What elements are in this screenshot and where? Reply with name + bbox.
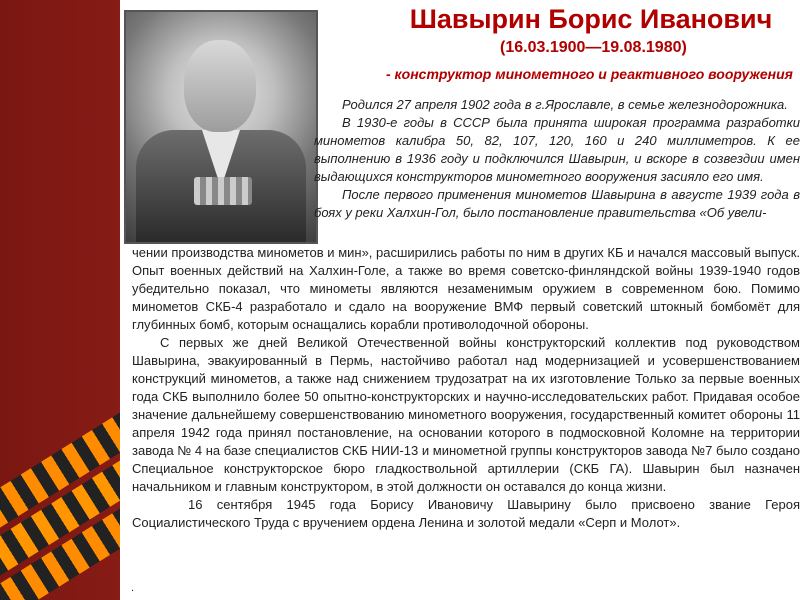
role-subtitle: - конструктор минометного и реактивного вооружения (386, 66, 793, 82)
intro-paragraph: Родился 27 апреля 1902 года в г.Ярославле, в семье железнодорожника. (342, 97, 788, 112)
medal-bars (194, 177, 252, 205)
body-paragraph: 16 сентября 1945 года Борису Ивановичу Шавырину было присвоено звание Героя Социалистического Труда с вручением ордена Ленина и золотой медали «Серп и Молот». (132, 497, 800, 530)
intro-paragraph: В 1930-е годы в СССР была принята широкая программа разработки минометов калибра 50, 82, 107, 120, 160 и 240 миллиметров. К ее выполнению в 1936 году и подключился Шавырин, и вскоре в созвездии имен выдающихся конструкторов минометного вооружения засияло его имя. (314, 115, 800, 184)
page-title: Шавырин Борис Иванович (409, 4, 773, 34)
intro-text (314, 96, 800, 222)
body-text (132, 244, 800, 532)
body-paragraph: С первых же дней Великой Отечественной войны конструкторский коллектив под руководством Шавырина, эвакуированный в Пермь, настойчиво работал над модернизацией и усовершенствованием конструкций минометов, а также над снижением трудозатрат на их изготовление Только за первые военных года СКБ выполнило более 50 опытно-конструкторских и научно-исследовательских работ. Придавая особое значение дальнейшему совершенствованию минометного вооружения, государственный комитет обороны 11 апреля 1942 года принял постановление, на основании которого в подмосковной Коломне на территории завода № 4 на базе специалистов СКБ НИИ-13 и минометной группы конструкторов завода №7 было создано Специальное конструкторское бюро гладкоствольной артиллерии (СКБ ГА). Шавырин был назначен начальником и главным конструктором, в этой должности он оставался до конца жизни. (132, 335, 800, 494)
portrait-head (184, 40, 256, 132)
portrait-photo (124, 10, 318, 244)
body-paragraph: чении производства минометов и мин», расширились работы по ним в других КБ и начался массовый выпуск. Опыт военных действий на Халхин-Голе, а также во время советско-финляндской войны 1939-1940 годов убедительно показал, что минометы являются незаменимым оружием в современном бою. Помимо минометов СКБ-4 разработало и сдало на вооружение ВМФ первый советский штокный бомбомёт для глубинных бомб, которым оснащались корабли противолодочной обороны. (132, 245, 800, 332)
end-mark: . (131, 582, 135, 594)
intro-paragraph: После первого применения минометов Шавырина в августе 1939 года в боях у реки Халхин-Гол, было постановление правительства «Об увели- (314, 187, 800, 220)
lifespan-dates: (16.03.1900—19.08.1980) (500, 39, 687, 56)
